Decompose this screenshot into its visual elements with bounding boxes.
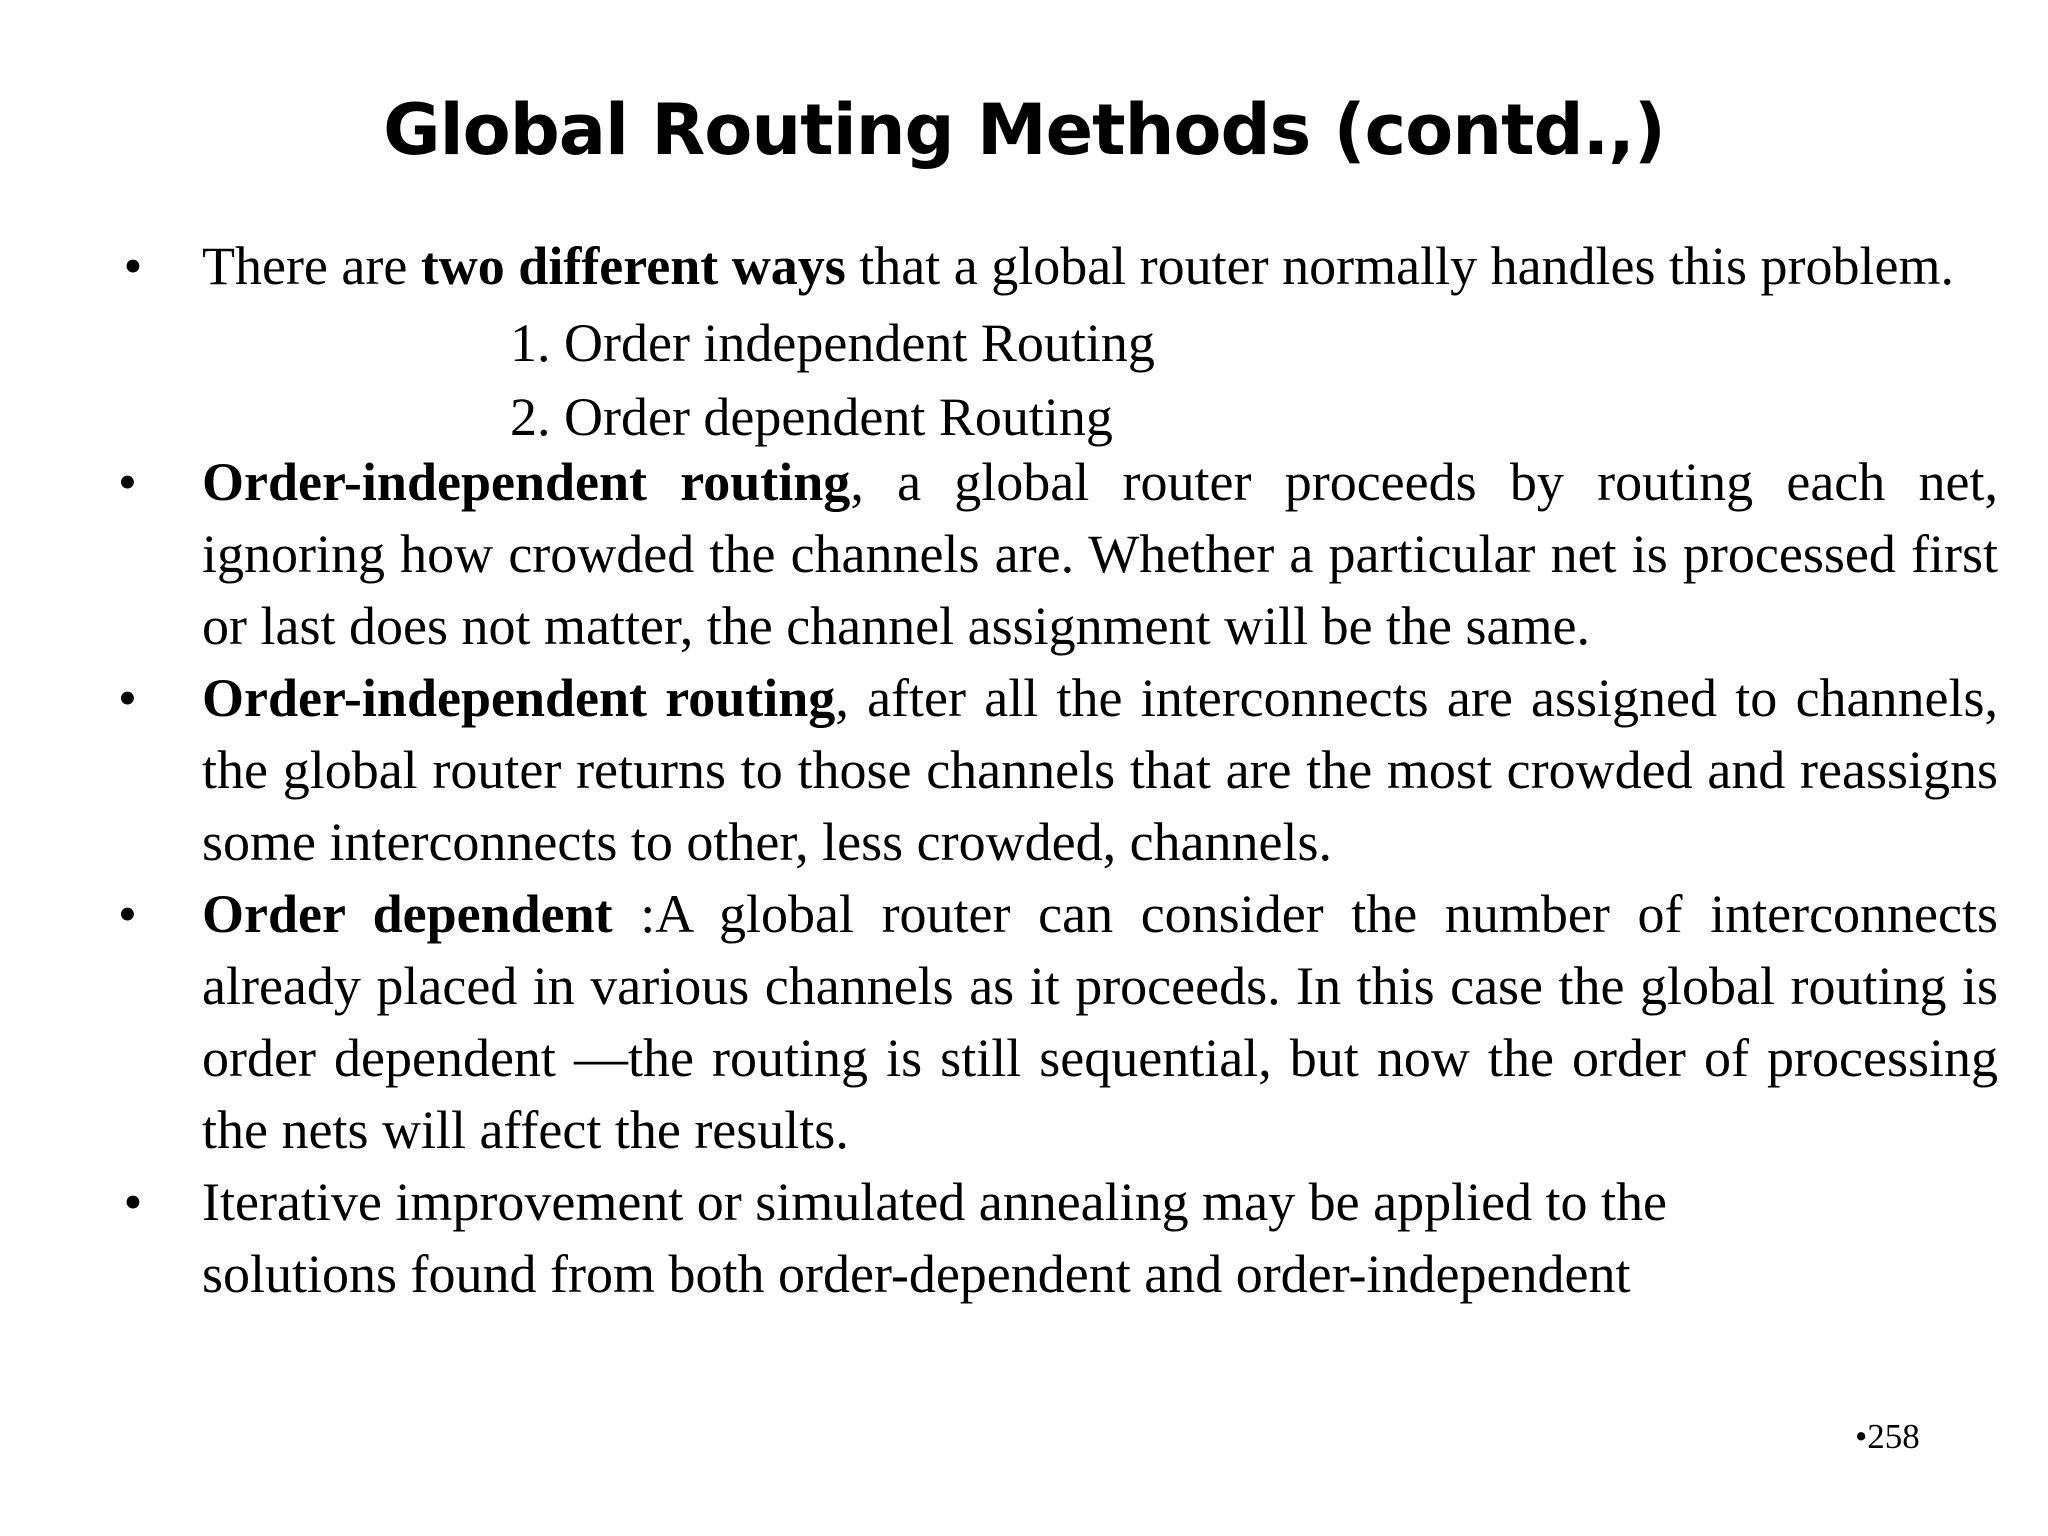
bullet-text-bold: Order dependent [202, 884, 613, 944]
bullet-item [118, 446, 1998, 662]
slide-content [118, 230, 1998, 1310]
bullet-icon: • [123, 236, 143, 296]
bullet-icon: • [118, 668, 137, 728]
page-number: •258 [1855, 1417, 1920, 1456]
bullet-text-pre: There are [202, 236, 421, 296]
bullet-text-bold: Order-independent routing [202, 668, 836, 728]
bullet-item [118, 1166, 1852, 1310]
bullet-text-bold: Order-independent routing [202, 452, 851, 512]
slide-title: Global Routing Methods (contd.,) [383, 89, 1665, 171]
bullet-icon: • [118, 452, 137, 512]
bullet-text: , after all the interconnects are assigned to channels, the global router returns to those channels that are the most crowded and reassigns some interconnects to other, less crowded, channels. [202, 668, 1998, 872]
bullet-icon: • [123, 1172, 143, 1232]
bullet-item [118, 230, 1998, 302]
bullet-item [118, 662, 1998, 878]
bullet-text: Iterative improvement or simulated annealing may be applied to the solutions found from both order-dependent and order-independent [202, 1172, 1668, 1304]
bullet-text: , a global router proceeds by routing each net, ignoring how crowded the channels are. Whether a particular net is processed first or last does not matter, the channel assignment will be the same. [202, 452, 1999, 656]
bullet-text: that a global router normally handles this problem. [845, 236, 1955, 296]
bullet-item [118, 878, 1998, 1166]
sub-item: 1. Order independent Routing [510, 313, 1155, 373]
bullet-text-bold: two different ways [420, 236, 846, 296]
sub-item: 2. Order dependent Routing [510, 387, 1113, 447]
bullet-text: :A global router can consider the number of interconnects already placed in various channels as it proceeds. In this case the global routing is order dependent —the routing is still sequential, but now the order of processing the nets will affect the results. [202, 884, 1998, 1160]
bullet-icon: • [118, 884, 137, 944]
